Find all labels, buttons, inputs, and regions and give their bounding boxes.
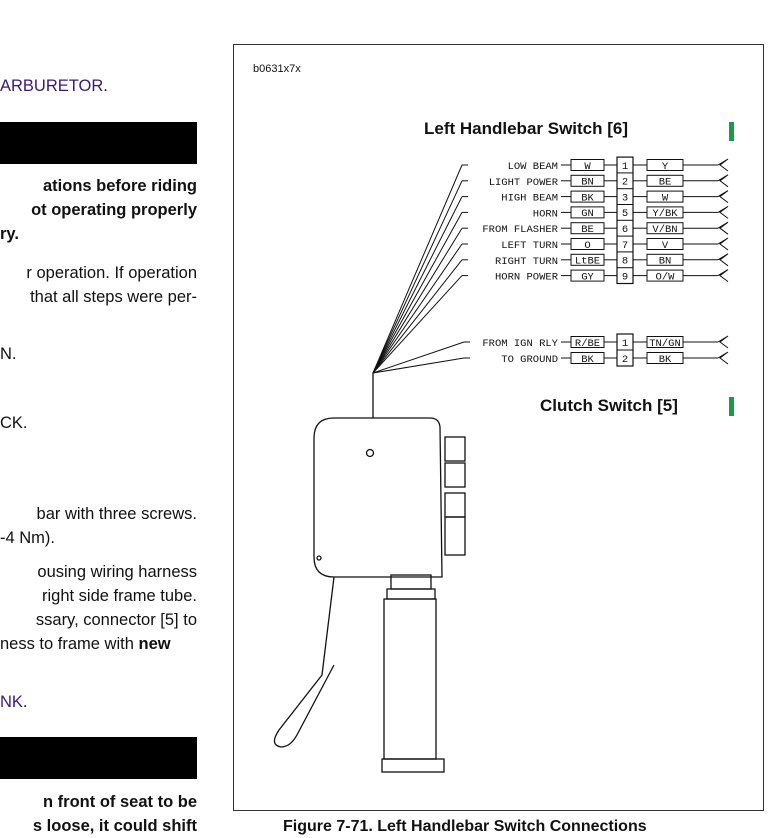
wire-line [373, 276, 462, 373]
carburetor-xref[interactable]: ARBURETOR. [0, 77, 108, 95]
connector-rows [373, 157, 728, 373]
figure-svg [234, 45, 763, 810]
tank-xref[interactable]: NK. [0, 693, 28, 711]
wire-break-mark [718, 270, 728, 282]
wire-color-label: BK [581, 192, 594, 205]
wire-line [373, 244, 462, 373]
wire-break-mark [718, 336, 728, 348]
wire-color-label: O [584, 239, 591, 252]
step-n-line: N. [0, 345, 17, 363]
step-ck-line: CK. [0, 414, 28, 432]
pin-number: 9 [621, 271, 629, 284]
wire-line [373, 228, 462, 373]
wire-out-label: V [661, 239, 669, 252]
wire-label: FROM FLASHER [482, 224, 558, 237]
pin-number: 3 [621, 192, 629, 205]
wire-break-mark [718, 238, 728, 250]
warning-text-1: ations before riding ot operating properly ry. [0, 177, 197, 243]
wire-label: FROM IGN RLY [482, 338, 558, 350]
wire-label: LIGHT POWER [488, 176, 558, 189]
wire-label: HIGH BEAM [501, 192, 558, 205]
paragraph-2: bar with three screws. -4 Nm). [0, 505, 197, 547]
figure-id: b0631x7x [253, 63, 301, 75]
wire-out-label: V/BN [652, 224, 678, 236]
wire-line [373, 212, 462, 373]
switch-housing-drawing [274, 373, 465, 772]
warning-text-2: n front of seat to be s loose, it could shift [32, 793, 197, 835]
wire-color-label: BK [581, 353, 594, 366]
wire-color-label: BE [581, 224, 594, 236]
pin-number: 2 [621, 353, 629, 366]
pin-number: 6 [621, 224, 629, 236]
handlebar-accent-mark [729, 122, 734, 141]
wire-out-label: O/W [655, 271, 675, 284]
wire-label: TO GROUND [501, 354, 558, 366]
wire-break-mark [718, 352, 728, 364]
pin-number: 2 [621, 176, 629, 189]
pin-number: 5 [621, 208, 629, 221]
handlebar-switch-title: Left Handlebar Switch [6] [424, 119, 629, 138]
wiring-figure [233, 44, 764, 811]
wire-break-mark [718, 222, 728, 234]
warning-header-bar-2 [0, 737, 197, 779]
wire-line [373, 358, 464, 373]
figure-caption: Figure 7-71. Left Handlebar Switch Connections [283, 818, 647, 835]
wire-break-mark [718, 254, 728, 266]
wire-label: LEFT TURN [501, 240, 558, 252]
pin-number: 1 [621, 160, 629, 173]
wire-out-label: BN [658, 255, 672, 268]
paragraph-3: ousing wiring harness right side frame tube. ssary, connector [5] to ness to frame with new [0, 563, 197, 653]
wire-label: HORN POWER [494, 271, 558, 284]
wire-out-label: BE [658, 176, 672, 189]
wire-break-mark [718, 159, 728, 171]
wire-out-label: BK [658, 353, 672, 366]
wire-label: RIGHT TURN [494, 255, 558, 268]
wire-label: HORN [532, 208, 558, 221]
wire-line [373, 165, 462, 373]
wire-color-label: BN [581, 176, 594, 189]
pin-number: 7 [621, 239, 629, 252]
wire-out-label: W [661, 192, 669, 205]
wire-break-mark [718, 206, 728, 218]
clutch-switch-title: Clutch Switch [5] [540, 396, 678, 415]
wire-label: LOW BEAM [507, 161, 558, 173]
wire-break-mark [718, 175, 728, 187]
wire-out-label: Y/BK [652, 208, 678, 221]
wire-line [373, 197, 462, 373]
wire-color-label: GN [581, 208, 594, 221]
wire-color-label: W [584, 160, 591, 173]
paragraph-1: r operation. If operation that all steps were per- [26, 264, 197, 306]
wire-color-label: GY [581, 271, 594, 284]
wire-out-label: Y [661, 160, 669, 173]
wire-out-label: TN/GN [649, 337, 681, 350]
pin-number: 1 [621, 337, 629, 350]
clutch-accent-mark [729, 397, 734, 416]
wire-break-mark [718, 191, 728, 203]
warning-header-bar [0, 122, 197, 164]
wire-color-label: R/BE [574, 337, 601, 350]
wire-color-label: LtBE [574, 255, 601, 268]
pin-number: 8 [621, 255, 629, 268]
